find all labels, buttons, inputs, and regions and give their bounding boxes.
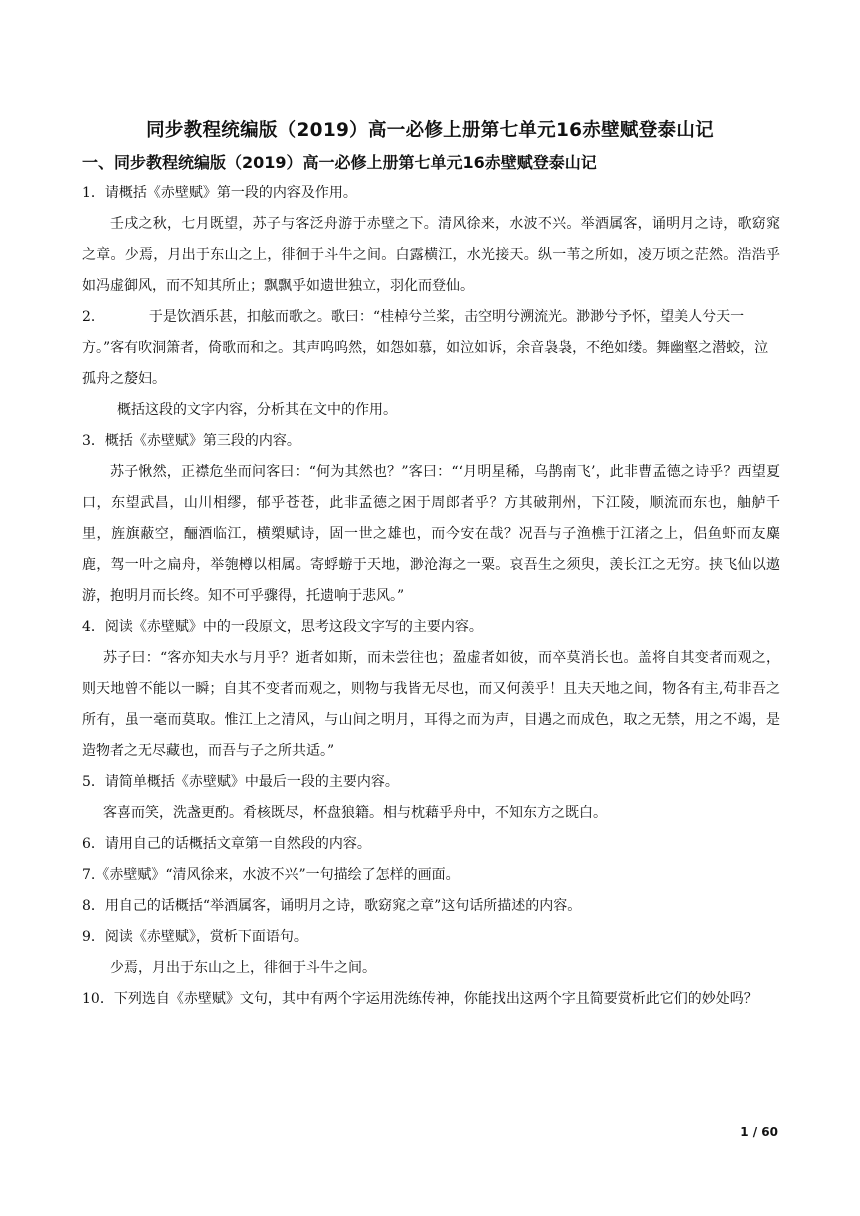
question-4: 4．阅读《赤壁赋》中的一段原文，思考这段文字写的主要内容。 <box>82 619 483 635</box>
question-3-passage: 苏子愀然，正襟危坐而问客曰：“何为其然也？”客曰：“‘月明星稀，乌鹊南飞’，此非曹孟德之诗乎？西望夏口，东望武昌，山川相缪，郁乎苍苍，此非孟德之困于周郎者乎？方其破荆州，下江陵，顺流而东也，舳舻千里，旌旗蔽空，酾酒临江，横槊赋诗，固一世之雄也，而今安在哉？况吾与子渔樵于江渚之上，侣鱼虾而友麋鹿，驾一叶之扁舟，举匏樽以相属。寄蜉蝣于天地，渺沧海之一粟。哀吾生之须臾，羡长江之无穷。挟飞仙以遨游，抱明月而长终。知不可乎骤得，托遗响于悲风。” <box>82 464 780 604</box>
question-1: 1．请概括《赤壁赋》第一段的内容及作用。 <box>82 185 357 201</box>
section-heading: 一、同步教程统编版（2019）高一必修上册第七单元16赤壁赋登泰山记 <box>82 153 597 172</box>
document-body <box>82 178 780 1015</box>
question-10: 10．下列选自《赤壁赋》文句，其中有两个字运用洗练传神，你能找出这两个字且简要赏析此它们的妙处吗？ <box>82 991 758 1007</box>
question-9-passage: 少焉，月出于东山之上，徘徊于斗牛之间。 <box>110 960 376 976</box>
question-1-passage: 壬戌之秋，七月既望，苏子与客泛舟游于赤壁之下。清风徐来，水波不兴。举酒属客，诵明月之诗，歌窈窕之章。少焉，月出于东山之上，徘徊于斗牛之间。白露横江，水光接天。纵一苇之所如，凌万顷之茫然。浩浩乎如冯虚御风，而不知其所止；飘飘乎如遗世独立，羽化而登仙。 <box>82 216 780 294</box>
question-9: 9．阅读《赤壁赋》，赏析下面语句。 <box>82 929 308 945</box>
question-4-passage: 苏子曰：“客亦知夫水与月乎？逝者如斯，而未尝往也；盈虚者如彼，而卒莫消长也。盖将自其变者而观之，则天地曾不能以一瞬；自其不变者而观之，则物与我皆无尽也，而又何羡乎！且夫天地之间，物各有主,苟非吾之所有，虽一毫而莫取。惟江上之清风，与山间之明月，耳得之而为声，目遇之而成色，取之无禁，用之不竭，是造物者之无尽藏也，而吾与子之所共适。” <box>82 650 780 759</box>
page-number: 1 / 60 <box>740 1125 778 1139</box>
question-5-passage: 客喜而笑，洗盏更酌。肴核既尽，杯盘狼籍。相与枕藉乎舟中，不知东方之既白。 <box>103 805 607 821</box>
question-2-prompt: 概括这段的文字内容，分析其在文中的作用。 <box>117 402 397 418</box>
document-title: 同步教程统编版（2019）高一必修上册第七单元16赤壁赋登泰山记 <box>146 120 714 141</box>
question-2 <box>82 302 780 395</box>
question-8: 8．用自己的话概括“举酒属客，诵明月之诗，歌窈窕之章”这句话所描述的内容。 <box>82 898 582 914</box>
question-5: 5．请简单概括《赤壁赋》中最后一段的主要内容。 <box>82 774 399 790</box>
question-3: 3．概括《赤壁赋》第三段的内容。 <box>82 433 301 449</box>
question-7: 7.《赤壁赋》“清风徐来，水波不兴”一句描绘了怎样的画面。 <box>82 867 460 883</box>
question-6: 6．请用自己的话概括文章第一自然段的内容。 <box>82 836 371 852</box>
question-2-number: 2． <box>82 309 105 325</box>
question-2-passage: 于是饮酒乐甚，扣舷而歌之。歌曰：“桂棹兮兰桨，击空明兮溯流光。渺渺兮予怀，望美人兮天一方。”客有吹洞箫者，倚歌而和之。其声呜呜然，如怨如慕，如泣如诉，余音袅袅，不绝如缕。舞幽壑之潜蛟，泣孤舟之嫠妇。 <box>82 309 769 387</box>
